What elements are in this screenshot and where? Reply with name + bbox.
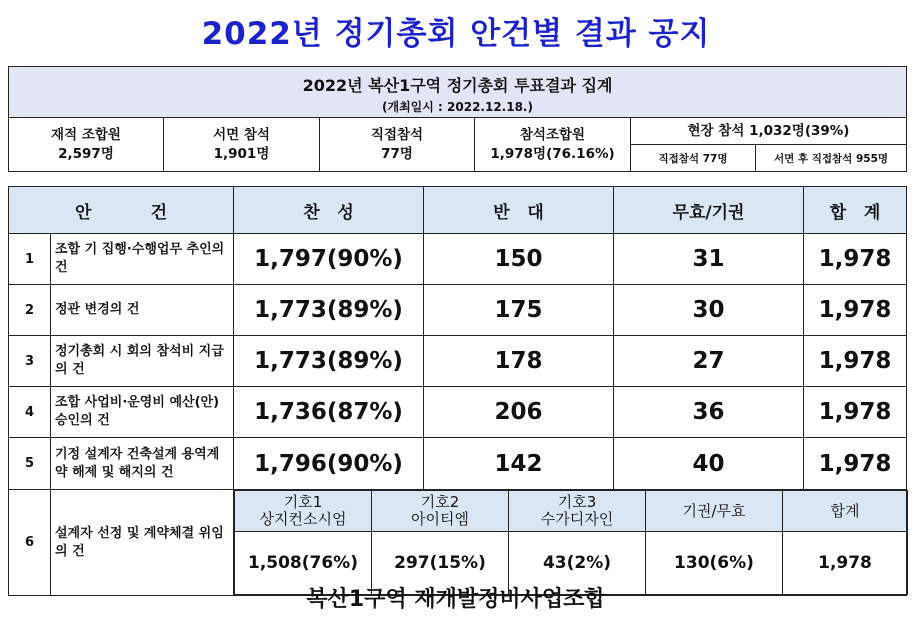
onsite-direct: 직접참석 77명 [631,145,756,172]
cand2-no: 기호2 [420,493,460,511]
direct-cell [320,118,475,172]
table-row [9,387,907,438]
row-against: 142 [424,438,614,490]
cand3-name: 수가디자인 [540,510,614,528]
summary-header [9,67,907,118]
row-abstain: 40 [614,438,804,490]
cand3-value: 43(2%) [509,532,646,595]
row-item: 기정 설계자 건축설계 용역계약 해제 및 해지의 건 [51,438,234,490]
cand2-name: 아이티엠 [411,510,469,528]
summary-header-date: (개최일시 : 2022.12.18.) [382,99,533,114]
header-total: 합 계 [804,187,907,234]
cand1-name: 상지컨소시엄 [259,510,347,528]
attending-value: 1,978명(76.16%) [490,145,615,162]
row-item: 조합 기 집행·수행업무 추인의 건 [51,234,234,285]
row-against: 150 [424,234,614,285]
row-against: 206 [424,387,614,438]
abstain-value: 130(6%) [646,532,783,595]
direct-label: 직접참석 [370,126,424,143]
row-total: 1,978 [804,387,907,438]
members-label: 재적 조합원 [51,126,121,143]
table-row [9,336,907,387]
row-abstain: 27 [614,336,804,387]
row-yes: 1,773(89%) [234,285,424,336]
onsite-label: 현장 참석 1,032명(39%) [631,118,907,145]
header-yes: 찬 성 [234,187,424,234]
row-number: 1 [9,234,51,285]
candidate-subtable-cell [234,490,907,596]
header-no: 반 대 [424,187,614,234]
row-yes: 1,797(90%) [234,234,424,285]
cand3-header [509,491,646,532]
cand2-value: 297(15%) [372,532,509,595]
row-yes: 1,773(89%) [234,336,424,387]
row-item: 정관 변경의 건 [51,285,234,336]
summary-table [8,66,907,172]
page-title: 2022년 정기총회 안건별 결과 공지 [201,16,711,52]
cand3-no: 기호3 [557,493,597,511]
total-header: 합계 [783,491,908,532]
header-abstain: 무효/기권 [614,187,804,234]
written-label: 서면 참석 [213,126,270,143]
row-abstain: 36 [614,387,804,438]
row-total: 1,978 [804,336,907,387]
row-item: 정기총회 시 회의 참석비 지급의 건 [51,336,234,387]
cand1-header [235,491,372,532]
row-against: 175 [424,285,614,336]
summary-header-title: 2022년 복산1구역 정기총회 투표결과 집계 [302,75,613,95]
row-item: 조합 사업비·운영비 예산(안) 승인의 건 [51,387,234,438]
cand1-value: 1,508(76%) [235,532,372,595]
members-value: 2,597명 [58,145,114,162]
abstain-header: 기권/무효 [646,491,783,532]
direct-value: 77명 [381,145,413,162]
row-abstain: 31 [614,234,804,285]
row-number: 2 [9,285,51,336]
table-row [9,234,907,285]
total-value: 1,978 [783,532,908,595]
row-total: 1,978 [804,285,907,336]
cand1-no: 기호1 [283,493,323,511]
results-table [8,186,907,596]
row-number: 4 [9,387,51,438]
row-yes: 1,736(87%) [234,387,424,438]
table-row-6 [9,490,907,596]
written-value: 1,901명 [213,145,270,162]
cand2-header [372,491,509,532]
table-row [9,285,907,336]
row-total: 1,978 [804,234,907,285]
table-row [9,438,907,490]
row-yes: 1,796(90%) [234,438,424,490]
row-number: 3 [9,336,51,387]
candidate-subtable [234,490,908,595]
footer-organization: 복산1구역 재개발정비사업조합 [306,587,606,612]
written-cell [164,118,320,172]
row-total: 1,978 [804,438,907,490]
members-cell [9,118,164,172]
row-item: 설계자 선정 및 계약체결 위임의 건 [51,490,234,596]
row-against: 178 [424,336,614,387]
attending-cell [475,118,631,172]
row-abstain: 30 [614,285,804,336]
row-number: 5 [9,438,51,490]
results-header-row [9,187,907,234]
onsite-after-written: 서면 후 직접참석 955명 [756,145,907,172]
attending-label: 참석조합원 [519,126,586,143]
row-number: 6 [9,490,51,596]
header-item: 안 건 [9,187,234,234]
